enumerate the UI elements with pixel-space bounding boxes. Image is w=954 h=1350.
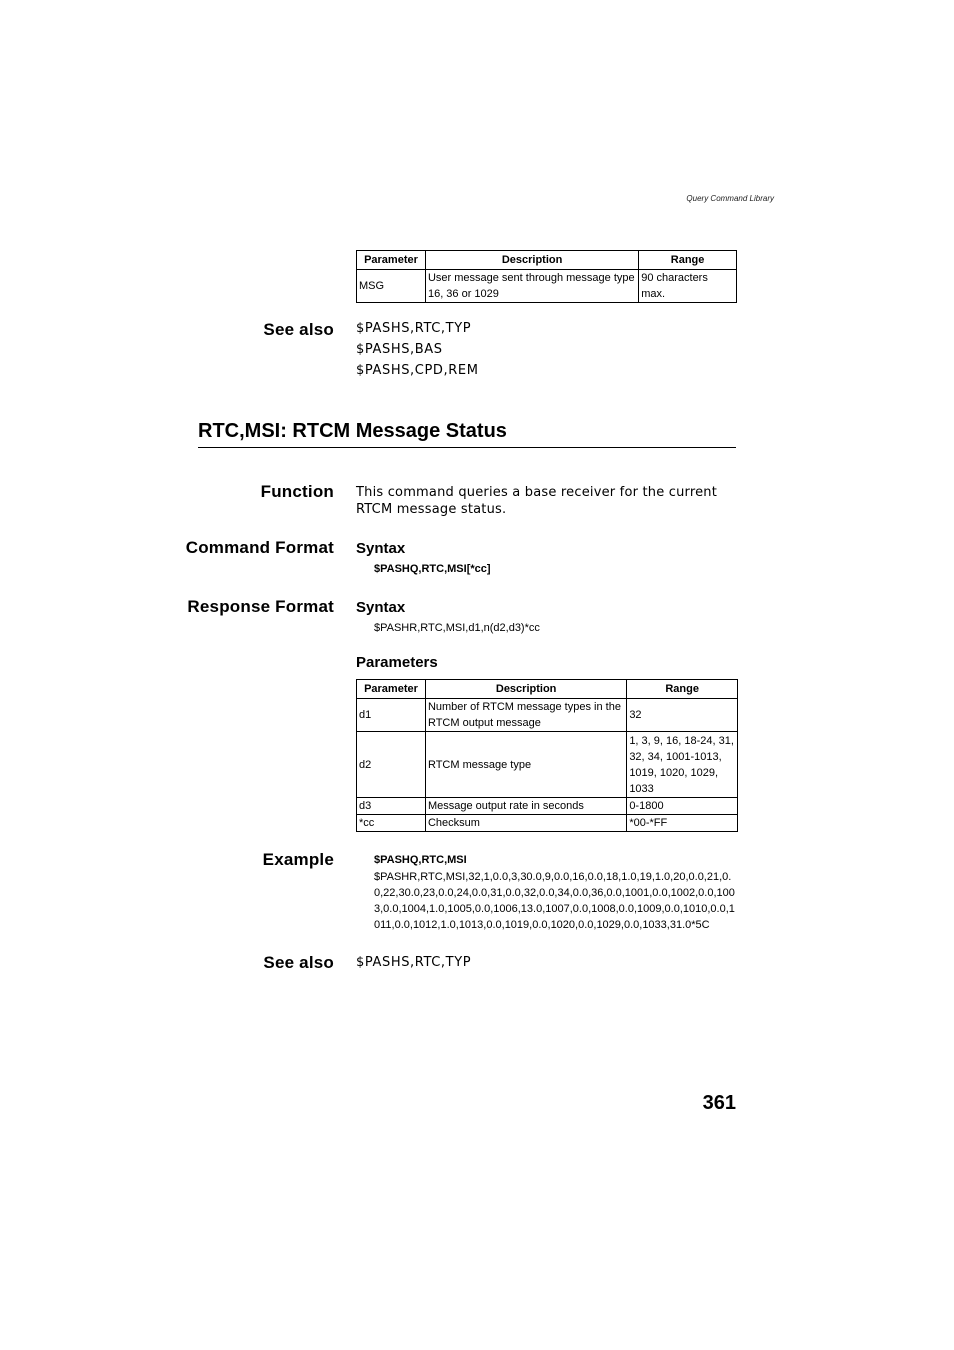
cell-description: Checksum: [425, 815, 626, 832]
cell-range: 90 characters max.: [639, 270, 737, 303]
see-also-item: $PASHS,RTC,TYP: [356, 321, 472, 336]
see-also-item: $PASHS,BAS: [356, 342, 443, 357]
example-response: $PASHR,RTC,MSI,32,1,0.0,3,30.0,9,0.0,16,0.0,18,1.0,19,1.0,20,0.0,21,0.0,22,30.0,23,0.0,24,0.0,31,0.0,32,0.0,34,0.0,36,0.0,1001,0.0,1002,0.0,1003,0.0,1004,1.0,1005,0.0,1006,13.0,1007,0.0,1008,0.0,1009,0.0,1010,0.0,1011,0.0,1012,1.0,1013,0.0,1019,0.0,1020,0.0,1029,0.0,1033,31.0*5C: [374, 871, 735, 931]
table-row: [357, 732, 738, 798]
example-label: Example: [262, 850, 334, 869]
column-header-description: Description: [425, 251, 638, 270]
table-row: [357, 699, 738, 732]
page-number: 361: [702, 1092, 736, 1114]
function-label: Function: [260, 482, 334, 501]
see-also-label: See also: [263, 320, 334, 339]
see-also-label: See also: [263, 953, 334, 972]
cell-description: Number of RTCM message types in the RTCM output message: [425, 699, 626, 732]
cell-parameter: d1: [357, 699, 426, 732]
message-parameter-table: [356, 250, 737, 303]
cell-parameter: MSG: [357, 270, 426, 303]
cell-range: 1, 3, 9, 16, 18-24, 31, 32, 34, 1001-1013, 1019, 1020, 1029, 1033: [627, 732, 738, 798]
cell-description: User message sent through message type 16, 36 or 1029: [425, 270, 638, 303]
cell-description: Message output rate in seconds: [425, 798, 626, 815]
cell-range: 32: [627, 699, 738, 732]
command-syntax-heading: Syntax: [356, 540, 406, 557]
response-format-label: Response Format: [187, 597, 334, 616]
response-syntax-heading: Syntax: [356, 599, 406, 616]
cell-range: 0-1800: [627, 798, 738, 815]
table-row: [357, 798, 738, 815]
cell-description: RTCM message type: [425, 732, 626, 798]
response-parameter-table: [356, 679, 738, 832]
table-row: [357, 270, 737, 303]
column-header-parameter: Parameter: [357, 680, 426, 699]
cell-parameter: d3: [357, 798, 426, 815]
column-header-parameter: Parameter: [357, 251, 426, 270]
column-header-range: Range: [639, 251, 737, 270]
section-rule: [198, 447, 736, 448]
cell-parameter: *cc: [357, 815, 426, 832]
function-description: This command queries a base receiver for the current RTCM message status.: [356, 485, 718, 517]
example-command: $PASHQ,RTC,MSI: [374, 854, 467, 866]
table-header-row: [357, 680, 738, 699]
response-syntax: $PASHR,RTC,MSI,d1,n(d2,d3)*cc: [374, 622, 540, 634]
column-header-range: Range: [627, 680, 738, 699]
command-syntax: $PASHQ,RTC,MSI[*cc]: [374, 563, 491, 575]
command-format-label: Command Format: [185, 538, 334, 557]
column-header-description: Description: [425, 680, 626, 699]
cell-range: *00-*FF: [627, 815, 738, 832]
table-row: [357, 815, 738, 832]
see-also-item: $PASHS,CPD,REM: [356, 363, 479, 378]
table-header-row: [357, 251, 737, 270]
section-title: RTC,MSI: RTCM Message Status: [198, 420, 507, 442]
see-also-item: $PASHS,RTC,TYP: [356, 955, 472, 970]
parameters-heading: Parameters: [356, 654, 438, 671]
running-header: Query Command Library: [686, 194, 774, 203]
cell-parameter: d2: [357, 732, 426, 798]
